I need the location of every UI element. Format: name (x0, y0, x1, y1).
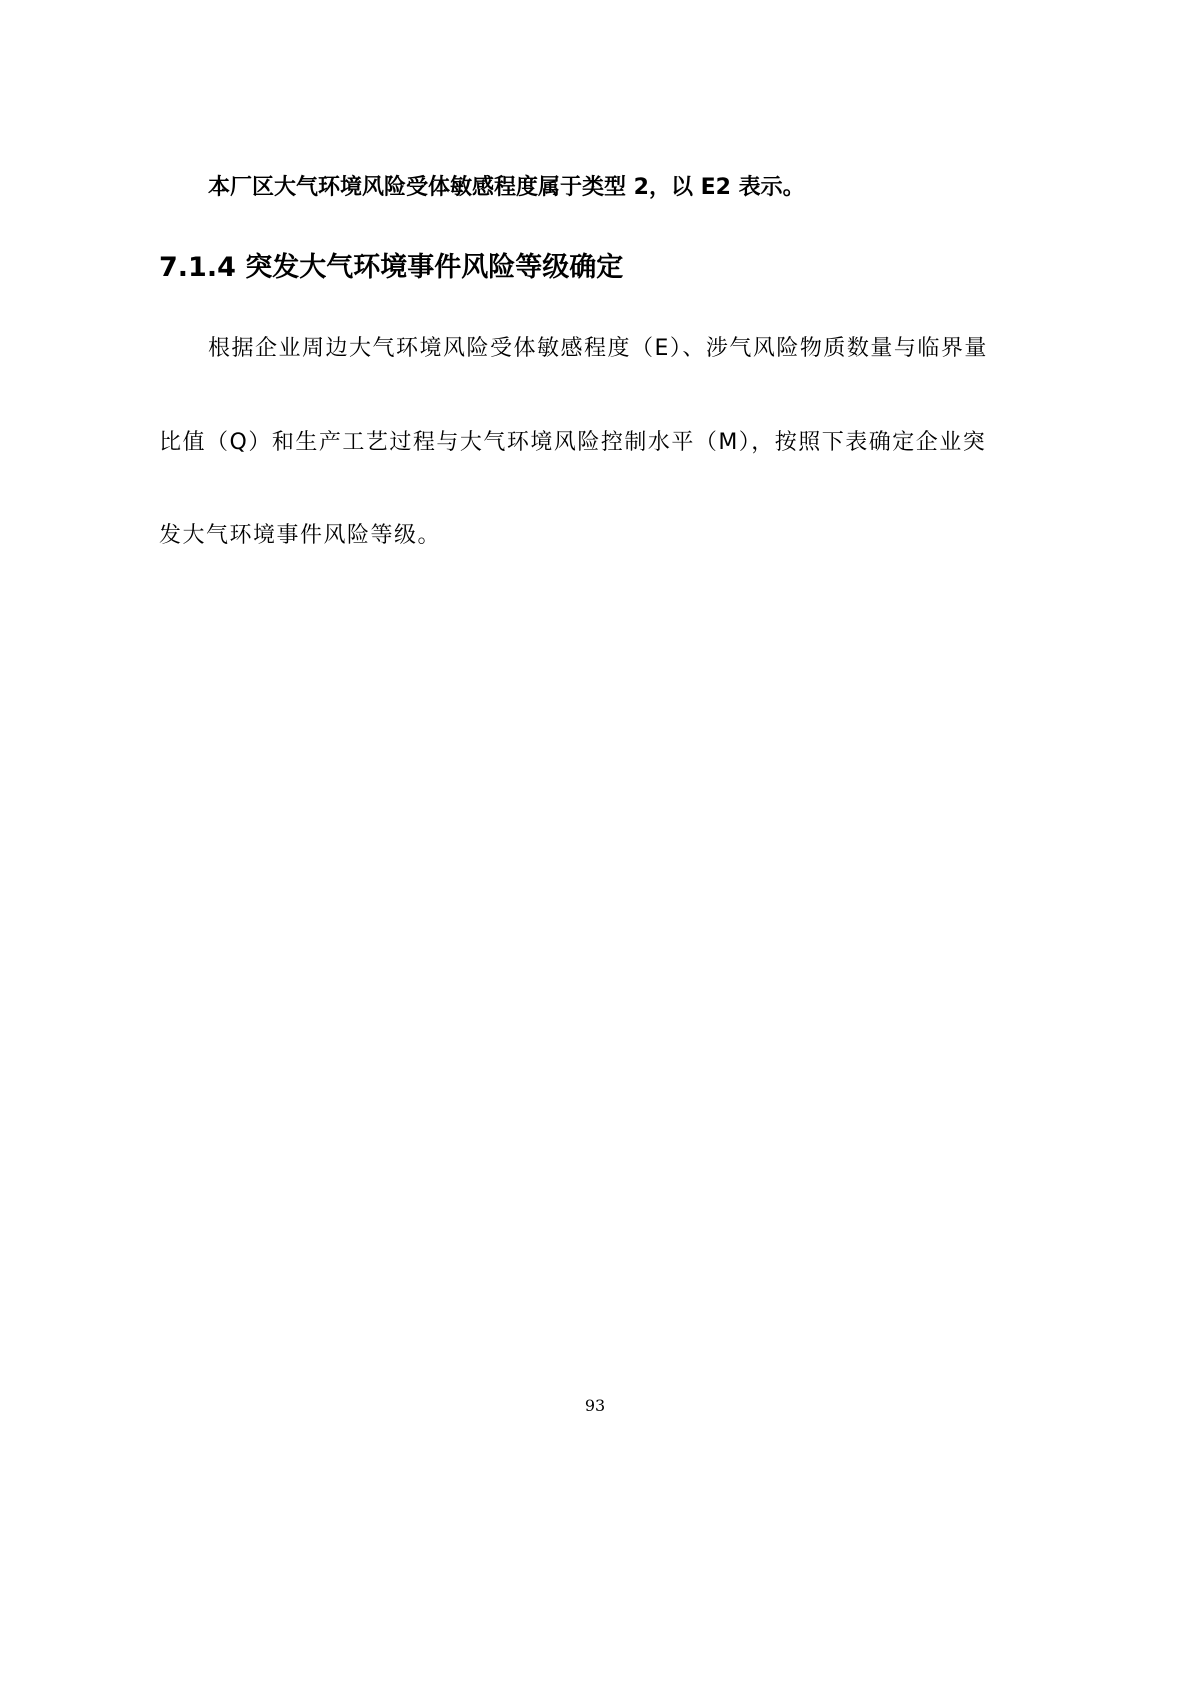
page-number: 93 (584, 1396, 606, 1415)
section-heading: 7.1.4 突发大气环境事件风险等级确定 (159, 252, 624, 283)
paragraph-line: 比值（Q）和生产工艺过程与大气环境风险控制水平（M），按照下表确定企业突 (159, 430, 987, 455)
paragraph-line: 根据企业周边大气环境风险受体敏感程度（E）、涉气风险物质数量与临界量 (208, 336, 988, 361)
paragraph-line: 发大气环境事件风险等级。 (159, 523, 442, 548)
conclusion-sentence: 本厂区大气环境风险受体敏感程度属于类型 2，以 E2 表示。 (208, 175, 805, 200)
